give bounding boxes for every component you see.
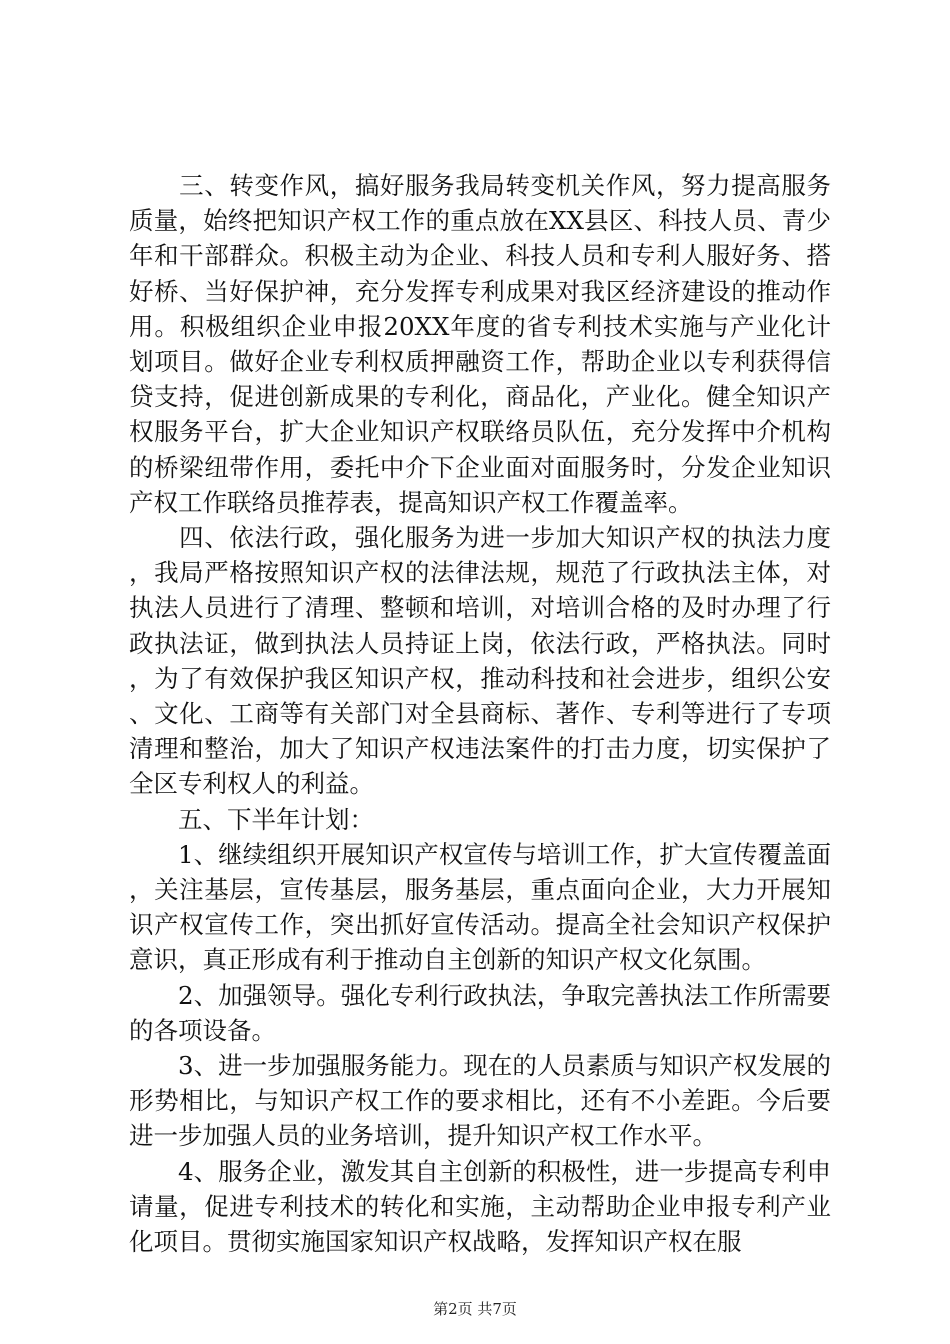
paragraph-service-improvement: 三、转变作风，搞好服务我局转变机关作风，努力提高服务质量，始终把知识产权工作的重点放在XX县区、科技人员、青少年和干部群众。积极主动为企业、科技人员和专利人服好务、搭好桥、当好保护神，充分发挥专利成果对我区经济建设的推动作用。积极组织企业申报20XX年度的省专利技术实施与产业化计划项目。做好企业专利权质押融资工作，帮助企业以专利获得信贷支持，促进创新成果的专利化，商品化，产业化。健全知识产权服务平台，扩大企业知识产权联络员队伍，充分发挥中介机构的桥梁纽带作用，委托中介下企业面对面服务时，分发企业知识产权工作联络员推荐表，提高知识产权工作覆盖率。 [129, 171, 831, 517]
paragraph-plan-item-4: 4、服务企业，激发其自主创新的积极性，进一步提高专利申请量，促进专利技术的转化和实施，主动帮助企业申报专利产业化项目。贯彻实施国家知识产权战略，发挥知识产权在服 [129, 1156, 831, 1257]
document-body [129, 168, 831, 1259]
paragraph-plan-item-2: 2、加强领导。强化专利行政执法，争取完善执法工作所需要的各项设备。 [129, 980, 831, 1045]
paragraph-law-enforcement: 四、依法行政，强化服务为进一步加大知识产权的执法力度，我局严格按照知识产权的法律法规，规范了行政执法主体，对执法人员进行了清理、整顿和培训，对培训合格的及时办理了行政执法证，做到执法人员持证上岗，依法行政，严格执法。同时，为了有效保护我区知识产权，推动科技和社会进步，组织公安、文化、工商等有关部门对全县商标、著作、专利等进行了专项清理和整治，加大了知识产权违法案件的打击力度，切实保护了全区专利权人的利益。 [129, 523, 831, 799]
page-number-footer: 第2页 共7页 [433, 1300, 517, 1318]
paragraph-plan-heading: 五、下半年计划： [129, 804, 374, 834]
paragraph-plan-item-3: 3、进一步加强服务能力。现在的人员素质与知识产权发展的形势相比，与知识产权工作的要求相比，还有不小差距。今后要进一步加强人员的业务培训，提升知识产权工作水平。 [129, 1051, 831, 1151]
paragraph-plan-item-1: 1、继续组织开展知识产权宣传与培训工作，扩大宣传覆盖面，关注基层，宣传基层，服务基层，重点面向企业，大力开展知识产权宣传工作，突出抓好宣传活动。提高全社会知识产权保护意识，真正形成有利于推动自主创新的知识产权文化氛围。 [129, 839, 831, 975]
